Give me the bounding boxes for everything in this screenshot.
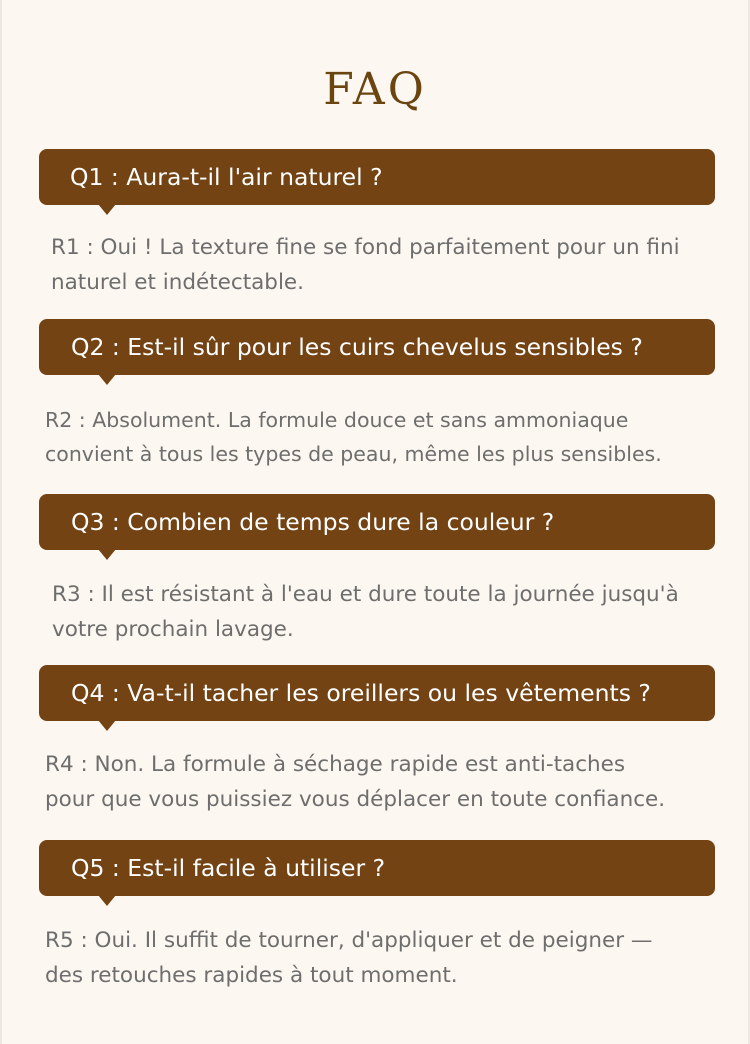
faq-answer-2 bbox=[45, 403, 662, 471]
faq-answer-5-line-2: des retouches rapides à tout moment. bbox=[45, 963, 458, 988]
faq-answer-4-line-2: pour que vous puissiez vous déplacer en toute confiance. bbox=[45, 787, 666, 812]
faq-answer-5 bbox=[45, 923, 652, 993]
faq-question-4 bbox=[39, 665, 715, 721]
faq-answer-2-line-2: convient à tous les types de peau, même les plus sensibles. bbox=[45, 442, 662, 466]
faq-answer-1 bbox=[51, 230, 680, 300]
faq-question-4-label: Q4 : Va-t-il tacher les oreillers ou les vêtements ? bbox=[71, 679, 651, 707]
faq-question-5-label: Q5 : Est-il facile à utiliser ? bbox=[71, 854, 386, 882]
faq-question-3 bbox=[39, 494, 715, 550]
faq-answer-3-line-1: R3 : Il est résistant à l'eau et dure toute la journée jusqu'à bbox=[52, 582, 679, 607]
faq-question-3-label: Q3 : Combien de temps dure la couleur ? bbox=[71, 508, 555, 536]
page-edge-left bbox=[0, 0, 2, 1044]
faq-answer-4-line-1: R4 : Non. La formule à séchage rapide est anti-taches bbox=[45, 752, 626, 777]
faq-answer-1-line-1: R1 : Oui ! La texture fine se fond parfaitement pour un fini bbox=[51, 235, 680, 260]
faq-question-1 bbox=[39, 149, 715, 205]
page-title: FAQ bbox=[323, 64, 427, 115]
faq-question-1-label: Q1 : Aura-t-il l'air naturel ? bbox=[70, 163, 383, 191]
faq-answer-3 bbox=[52, 577, 679, 647]
faq-question-5 bbox=[39, 840, 715, 896]
faq-question-2 bbox=[39, 319, 715, 375]
faq-answer-5-line-1: R5 : Oui. Il suffit de tourner, d'appliquer et de peigner — bbox=[45, 928, 653, 953]
faq-answer-4 bbox=[45, 747, 665, 817]
faq-question-2-label: Q2 : Est-il sûr pour les cuirs chevelus sensibles ? bbox=[71, 333, 643, 361]
faq-answer-2-line-1: R2 : Absolument. La formule douce et sans ammoniaque bbox=[45, 408, 629, 432]
faq-answer-3-line-2: votre prochain lavage. bbox=[52, 617, 294, 642]
faq-answer-1-line-2: naturel et indétectable. bbox=[51, 270, 304, 295]
